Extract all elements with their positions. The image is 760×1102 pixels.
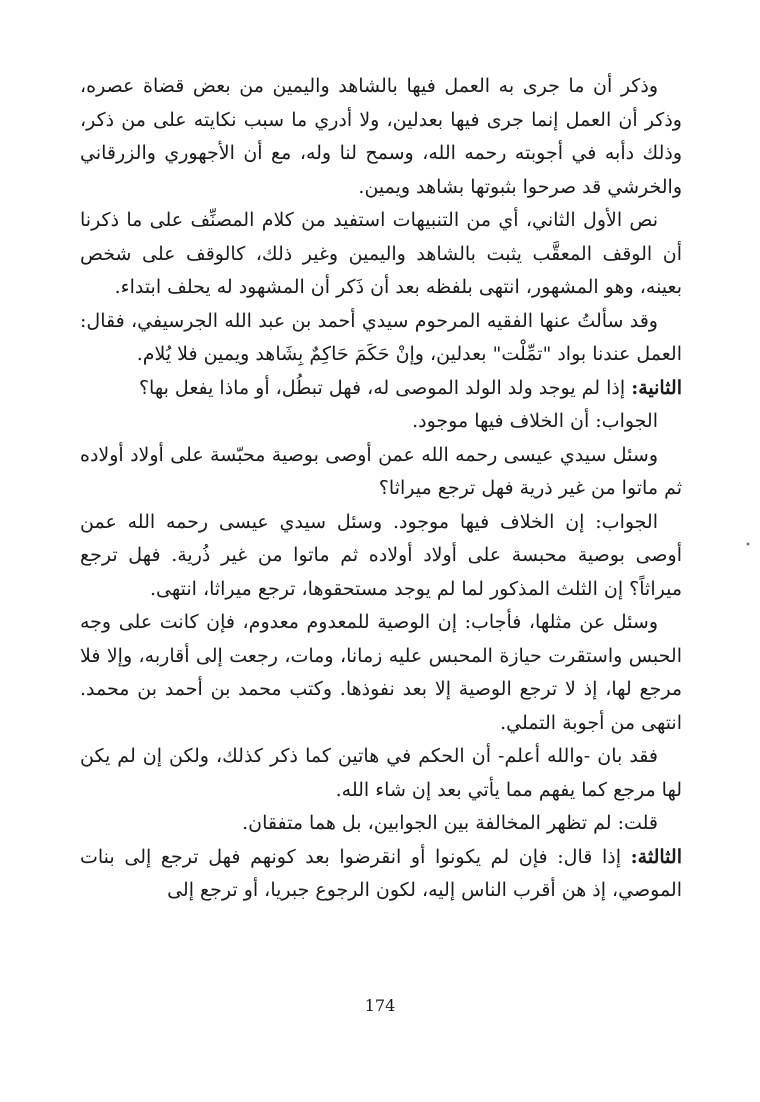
paragraph-5: الجواب: أن الخلاف فيها موجود.	[412, 410, 658, 432]
paragraph-4	[80, 372, 682, 406]
paragraph-7: الجواب: إن الخلاف فيها موجود. وسئل سيدي عيسى رحمه الله عمن أوصى بوصية محبسة على أولاد أولاده ثم ماتوا من غير ذُرية. فهل ترجع ميراثاً؟ إن الثلث المذكور لما لم يوجد مستحقوها، ترجع ميراثا، انتهى.	[80, 510, 682, 600]
paragraph-1: وذكر أن ما جرى به العمل فيها بالشاهد واليمين من بعض قضاة عصره، وذكر أن العمل إنما جرى فيها بعدلين، ولا أدري ما سبب نكايته على من ذكر، وذلك دأبه في أجوبته رحمه الله، وسمح لنا وله، مع أن الأجهوري والزرقاني والخرشي قد صرحوا بثبوتها بشاهد ويمين.	[80, 75, 682, 198]
margin-speck: •	[745, 540, 751, 551]
paragraph-2: نص الأول الثاني، أي من التنبيهات استفيد من كلام المصنِّف على ما ذكرنا أن الوقف المعقَّب يثبت بالشاهد واليمين وغير ذلك، كالوقف على شخص بعينه، وهو المشهور، انتهى بلفظه بعد أن ذَكر أن المشهود له يحلف ابتداء.	[80, 209, 682, 298]
paragraph-9: فقد بان -والله أعلم- أن الحكم في هاتين كما ذكر كذلك، ولكن إن لم يكن لها مرجع كما يفهم مما يأتي بعد إن شاء الله.	[80, 745, 682, 801]
paragraph-10: قلت: لم تظهر المخالفة بين الجوابين، بل هما متفقان.	[242, 812, 658, 834]
paragraph-8: وسئل عن مثلها، فأجاب: إن الوصية للمعدوم معدوم، فإن كانت على وجه الحبس واستقرت حيازة المحبس عليه زمانا، ومات، رجعت إلى أقاربه، وإلا فلا مرجع لها، إذ لا ترجع الوصية إلا بعد نفوذها. وكتب محمد بن أحمد بن محمد. انتهى من أجوبة التملي.	[80, 611, 682, 734]
paragraph-4-text: إذا لم يوجد ولد الولد الموصى له، فهل تبطُل، أو ماذا يفعل بها؟	[138, 376, 632, 399]
section-label-third: الثالثة:	[630, 845, 682, 868]
paragraph-6: وسئل سيدي عيسى رحمه الله عمن أوصى بوصية محبّسة على أولاد أولاده ثم ماتوا من غير ذرية فهل ترجع ميراثا؟	[80, 443, 682, 499]
section-label-second: الثانية:	[631, 376, 682, 399]
page-number: 174	[364, 996, 396, 1015]
paragraph-11	[80, 841, 682, 908]
paragraph-3: وقد سألتُ عنها الفقيه المرحوم سيدي أحمد بن عبد الله الجرسيفي، فقال: العمل عندنا بواد "تمِّلْت" بعدلين، وإنْ حَكَمَ حَاكِمٌ بِشَاهد ويمين فلا يُلام.	[80, 309, 682, 365]
body-text	[80, 70, 682, 908]
paragraph-11-text: إذا قال: فإن لم يكونوا أو انقرضوا بعد كونهم فهل ترجع إلى بنات الموصي، إذ هن أقرب الناس إليه، لكون الرجوع جبريا، أو ترجع إلى	[80, 845, 682, 901]
